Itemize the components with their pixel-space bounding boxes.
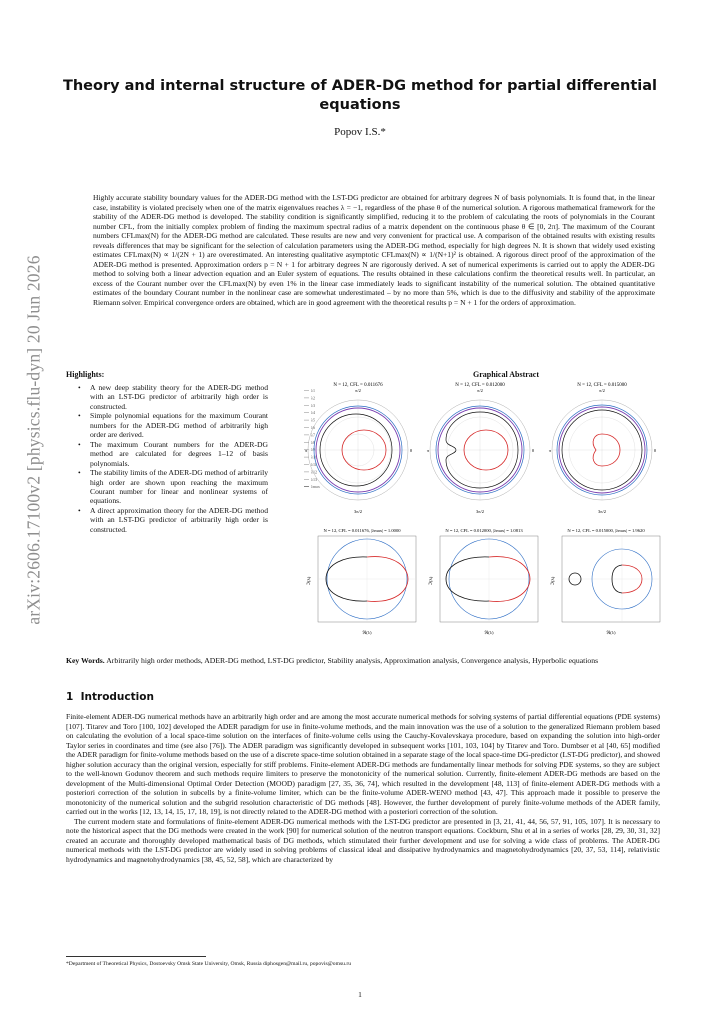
polar-label-top: π/2: [355, 388, 361, 393]
complex-title-2: N = 12, CFL = 0.012000, |λmax| = 1.0813: [445, 528, 523, 533]
highlight-item: • A direct approximation theory for the ADER-DG method with an LST-DG predictor of arbitrarily high order is constructed.: [78, 506, 268, 534]
highlight-item: • Simple polynomial equations for the maximum Courant numbers for the ADER-DG method of arbitrarily high order are derived.: [78, 411, 268, 439]
complex-plot-1: [306, 528, 416, 635]
legend-label: λmax: [311, 484, 320, 490]
section-heading: [66, 691, 154, 703]
polar-plot-3: [549, 383, 657, 514]
polar-label-right: 0: [531, 448, 535, 453]
polar-title-1: N = 12, CFL = 0.011676: [333, 383, 383, 388]
complex-ylabel: ℑ(λ): [428, 576, 433, 586]
complex-ylabel: ℑ(λ): [306, 576, 311, 586]
complex-plot-3: [550, 528, 660, 635]
highlights-list: [78, 383, 268, 534]
complex-title-1: N = 12, CFL = 0.011676, |λmax| = 1.0000: [323, 528, 401, 533]
legend-label: λ4: [311, 410, 315, 416]
highlights-heading: Highlights:: [66, 370, 105, 379]
graphical-abstract-heading: Graphical Abstract: [473, 370, 539, 379]
polar-label-left: π: [426, 448, 430, 453]
complex-title-3: N = 12, CFL = 0.015000, |λmax| = 1.9620: [567, 528, 645, 533]
section-number: 1: [66, 691, 74, 703]
graphical-abstract-figure: [300, 378, 662, 646]
legend-label: λ13: [311, 476, 317, 482]
complex-ylabel: ℑ(λ): [550, 576, 555, 586]
legend-label: λ6: [311, 425, 315, 430]
legend-label: λ9: [311, 447, 315, 453]
legend-label: λ11: [311, 462, 317, 467]
introduction-body: [66, 712, 660, 864]
legend-label: λ3: [311, 402, 315, 408]
complex-xlabel: ℜ(λ): [606, 630, 616, 635]
footnote: *Department of Theoretical Physics, Dostoevsky Omsk State University, Omsk, Russia diphosgen@mail.ru, popovis@omsu.ru: [66, 961, 351, 967]
polar-label-top: π/2: [477, 388, 483, 393]
polar-label-bottom: 3π/2: [353, 509, 363, 514]
polar-plot-2: [427, 383, 535, 514]
keywords: [66, 656, 660, 666]
highlight-item: • A new deep stability theory for the ADER-DG method with an LST-DG predictor of arbitrarily high order is constructed.: [78, 383, 268, 411]
highlight-item: • The maximum Courant numbers for the ADER-DG method are calculated for degrees 1–12 of basis polynomials.: [78, 440, 268, 468]
legend-label: λ2: [311, 395, 315, 401]
complex-plot-2: [428, 528, 538, 635]
legend-label: λ7: [311, 432, 315, 438]
legend-label: λ8: [311, 439, 315, 445]
legend-label: λ12: [311, 469, 317, 475]
arxiv-sidebar-stamp: [4, 160, 64, 720]
paragraph: The current modern state and formulations of finite-element ADER-DG numerical methods with the LST-DG predictor are presented in [3, 21, 41, 44, 56, 57, 91, 105, 107]. It is necessary to note the historical aspect that the DG methods were created in the work [90] for numerical solution of the neutron transport equations. Cockburn, Shu et al in a series of works [28, 29, 30, 31, 32] created an accurate and thoroughly developed mathematical basis of DG methods, which stimulated their further development and use for solving a wide class of problems. The ADER-DG numerical methods with the LST-DG predictor are widely used in solving problems of classical ideal and dissipative hydrodynamics and magnetohydrodynamics [20, 37, 53, 114], relativistic hydrodynamics and magnetohydrodynamics [38, 45, 52, 58], which are characterized by: [66, 816, 660, 864]
polar-label-bottom: 3π/2: [475, 509, 485, 514]
footnote-rule: [66, 956, 206, 957]
polar-plot-1: [305, 383, 413, 514]
polar-label-top: π/2: [599, 388, 605, 393]
paper-title: Theory and internal structure of ADER-DG method for partial differential equations: [62, 78, 658, 113]
complex-xlabel: ℜ(λ): [484, 630, 494, 635]
page-number: 1: [358, 990, 362, 999]
legend-label: λ5: [311, 417, 315, 423]
polar-label-right: 0: [653, 448, 657, 453]
abstract: Highly accurate stability boundary values for the ADER-DG method with the LST-DG predictor are obtained for arbitrary degrees N of basis polynomials. It is found that, in the linear case, instability is violated precisely when one of the matrix eigenvalues reaches λ = −1, regardless of the phase θ of the numerical solution. A rigorous mathematical framework for the stability of the ADER-DG method is developed. The stability condition is significantly simplified, reducing it to the problem of calculating the roots of polynomials in the Courant number CFL, from the initially complex problem of finding the maximum spectral radius of a matrix dependent on the continuous phase θ ∈ [0, 2π]. The maximum of the Courant numbers CFLmax(N) for the ADER-DG method are calculated. These results are new and very convenient for practical use. A comparison of the obtained results with existing results reveals differences that may be significant for the selection of calculation parameters using the ADER-DG method, especially for high degrees N. It is shown that widely used existing estimates CFLmax(N) ∝ 1/(2N + 1) are overestimated. An interesting qualitative asymptotic CFLmax(N) ∝ 1/(N+1)² is obtained. A rigorous direct proof of the approximation of the ADER-DG method is presented. Approximation orders p = N + 1 for arbitrary degrees N are rigorously derived. A set of numerical experiments is carried out to apply the ADER-DG method to solving both a linear advection equation and an Euler system of equations. The results obtained in these calculations confirm the theoretical results well. In particular, an excess of the Courant number over the CFLmax(N) by even 1% in the linear case immediately leads to significant instability of the numerical solution. The obtained quantitative estimates of the boundary Courant number in the nonlinear case are somewhat underestimated – by no more than 5%, which is due to the diffusivity and stability of the approximate Riemann solver. Empirical convergence orders are obtained, which are in good agreement with the theoretical results p = N + 1 for the orders of approximation.: [93, 193, 655, 308]
keywords-label: Key Words.: [66, 656, 105, 665]
paragraph: Finite-element ADER-DG numerical methods have an arbitrarily high order and are among the most accurate numerical methods for solving systems of partial differential equations (PDE systems) [107]. Titarev and Toro [100, 102] developed the ADER paradigm for use in finite-volume methods, and the main innovation was the use of a solution to the generalized Riemann problem based on calculating the evolution of a local space-time solution on the interfaces of finite-volume cells using the Cauchy-Kovalevskaya procedure, based on expanding the solution into high-order Taylor series in coordinates and time (see also [76]). The ADER paradigm was significantly developed in subsequent works [101, 103, 104] by Titarev and Toro. Dumbser et al [40, 65] modified the ADER paradigm for finite-volume methods based on the use of a discrete space-time solution obtained in a separate stage of the local space-time DG-predictor (LST-DG predictor), and showed higher solution accuracy than the original version, especially for stiff problems. Finite-element ADER-DG methods are fundamentally linear methods for solving PDE systems, so they are subject to the well-known Godunov theorem and such methods require limiters to preserve the monotonicity of the numerical solution. Currently, finite-element ADER-DG methods are based on the development of the Multi-dimensional Optimal Order Detection (MOOD) paradigm [27, 35, 36, 74], which resulted in the development [48, 113] of finite-element ADER-DG methods with a posteriori correction of the solution in subcells by a finite-volume limiter, which can be the finite-volume ADER-WENO method [43, 47]. This approach made it possible to preserve the monotonicity of the numerical solution and the subgrid resolution characteristic of DG methods [48]. However, the further development of purely finite-volume methods of the ADER family, carried out in the works [12, 13, 14, 15, 17, 18, 19], is not directly related to the ADER-DG method with a posteriori correction of the solution.: [66, 712, 660, 816]
section-title: Introduction: [80, 691, 154, 703]
polar-label-left: π: [548, 448, 552, 453]
arxiv-id: arXiv:2606.17100v2 [physics.flu-dyn] 20 Jun 2026: [23, 255, 44, 625]
highlight-item: • The stability limits of the ADER-DG method of arbitrarily high order are shown upon reaching the maximum Courant number for linear and nonlinear systems of equations.: [78, 468, 268, 506]
legend-label: λ10: [311, 454, 317, 460]
polar-title-2: N = 12, CFL = 0.012000: [455, 383, 505, 388]
polar-label-bottom: 3π/2: [597, 509, 607, 514]
polar-title-3: N = 12, CFL = 0.015000: [577, 383, 627, 388]
keywords-text: Arbitrarily high order methods, ADER-DG method, LST-DG predictor, Stability analysis, Approximation analysis, Convergence analysis, Hyperbolic equations: [106, 656, 599, 665]
paper-author: Popov I.S.*: [334, 126, 386, 138]
legend-label: λ1: [311, 388, 315, 393]
polar-label-left: π: [304, 448, 308, 453]
complex-xlabel: ℜ(λ): [362, 630, 372, 635]
polar-label-right: 0: [409, 448, 413, 453]
